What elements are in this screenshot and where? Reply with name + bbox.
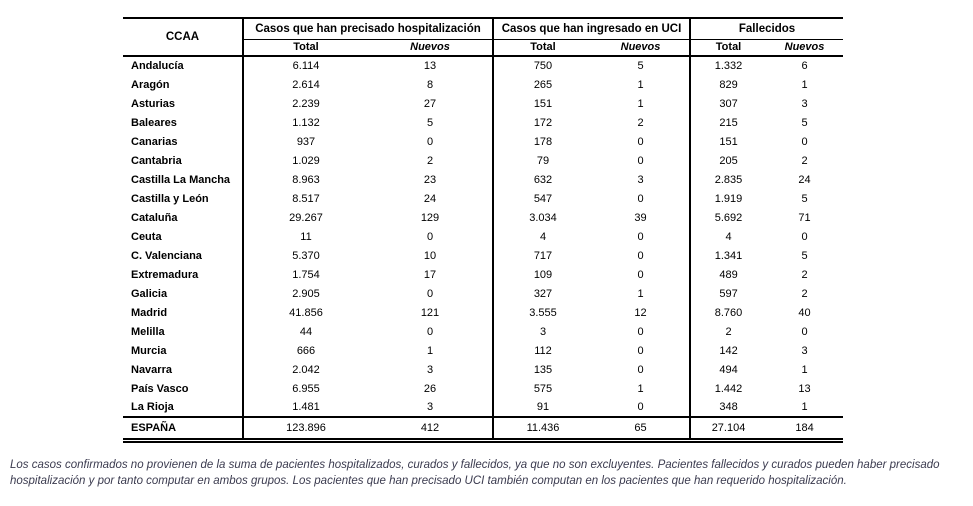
table-row <box>123 246 843 265</box>
value-cell: 26 <box>423 382 437 395</box>
value-cell: 23 <box>423 173 437 186</box>
ccaa-name-cell: Canarias <box>131 135 178 148</box>
value-cell: 750 <box>493 56 592 75</box>
value-cell: 8.760 <box>690 303 766 322</box>
ccaa-name-cell: Ceuta <box>131 230 162 243</box>
value-cell: 109 <box>493 265 592 284</box>
table-row <box>123 284 843 303</box>
espana-uci-nuevos: 65 <box>592 417 690 440</box>
value-cell: 6 <box>801 60 808 72</box>
table-row <box>123 75 843 94</box>
value-cell: 2 <box>637 116 644 129</box>
ccaa-name-cell: Navarra <box>131 363 172 376</box>
value-cell: 2 <box>801 287 808 300</box>
value-cell: 1.132 <box>243 113 368 132</box>
espana-hosp-nuevos: 412 <box>368 417 493 440</box>
value-cell: 0 <box>637 401 644 413</box>
table-row <box>123 265 843 284</box>
value-cell: 39 <box>634 211 647 224</box>
table-row <box>123 94 843 113</box>
table-row <box>123 303 843 322</box>
value-cell: 71 <box>798 211 811 224</box>
value-cell: 1.341 <box>690 246 766 265</box>
value-cell: 0 <box>637 344 644 357</box>
value-cell: 4 <box>493 227 592 246</box>
value-cell: 1 <box>637 287 644 300</box>
table-row <box>123 360 843 379</box>
value-cell: 1 <box>637 97 644 110</box>
value-cell: 2 <box>801 268 808 281</box>
value-cell: 0 <box>637 325 644 338</box>
ccaa-name-cell: Asturias <box>131 97 176 110</box>
value-cell: 1.754 <box>243 265 368 284</box>
table-row <box>123 189 843 208</box>
value-cell: 1.919 <box>690 189 766 208</box>
value-cell: 10 <box>423 249 437 262</box>
value-cell: 3 <box>426 401 434 413</box>
value-cell: 5.692 <box>690 208 766 227</box>
value-cell: 12 <box>634 306 647 319</box>
table-row <box>123 379 843 398</box>
value-cell: 1 <box>426 344 434 357</box>
uci-nuevos-header: Nuevos <box>592 39 690 56</box>
value-cell: 1.029 <box>243 151 368 170</box>
value-cell: 1.332 <box>690 56 766 75</box>
value-cell: 0 <box>426 287 434 300</box>
value-cell: 0 <box>637 230 644 243</box>
value-cell: 0 <box>801 230 808 243</box>
value-cell: 597 <box>690 284 766 303</box>
value-cell: 0 <box>637 135 644 148</box>
table-row <box>123 322 843 341</box>
table-row <box>123 56 843 75</box>
value-cell: 205 <box>690 151 766 170</box>
ccaa-name-cell: Andalucía <box>131 60 184 72</box>
table-row <box>123 208 843 227</box>
group-header-hospitalizacion: Casos que han precisado hospitalización <box>243 18 493 39</box>
value-cell: 2 <box>426 154 434 167</box>
value-cell: 129 <box>420 211 440 224</box>
table-row <box>123 341 843 360</box>
ccaa-name-cell: Extremadura <box>131 268 199 281</box>
value-cell: 0 <box>801 135 808 148</box>
value-cell: 1.481 <box>243 398 368 417</box>
value-cell: 5 <box>801 116 808 129</box>
footnote: Los casos confirmados no provienen de la suma de pacientes hospitalizados, curados y fallecidos, ya que no son excluyentes. Pacientes fallecidos y curados pueden haber precisado hospitalización y por tanto computar en ambos grupos. Los pacientes que han precisado UCI también computan en los pacientes que han requerido hospitalización. <box>10 459 940 487</box>
group-header-fallecidos: Fallecidos <box>690 18 843 39</box>
value-cell: 2.042 <box>243 360 368 379</box>
value-cell: 0 <box>637 154 644 167</box>
value-cell: 1 <box>801 363 808 376</box>
value-cell: 1 <box>637 78 644 91</box>
value-cell: 8 <box>426 78 434 91</box>
value-cell: 112 <box>493 341 592 360</box>
value-cell: 135 <box>493 360 592 379</box>
value-cell: 547 <box>493 189 592 208</box>
value-cell: 937 <box>243 132 368 151</box>
espana-fallecidos-nuevos: 184 <box>766 417 843 440</box>
value-cell: 265 <box>493 75 592 94</box>
value-cell: 17 <box>423 268 437 281</box>
ccaa-name-cell: Castilla y León <box>131 192 209 205</box>
table-row <box>123 398 843 417</box>
value-cell: 3 <box>801 344 808 357</box>
value-cell: 307 <box>690 94 766 113</box>
espana-total-row <box>123 417 843 440</box>
ccaa-name-cell: Castilla La Mancha <box>131 173 231 186</box>
ccaa-name-cell: Galicia <box>131 287 168 300</box>
value-cell: 178 <box>493 132 592 151</box>
table-row <box>123 113 843 132</box>
value-cell: 2 <box>690 322 766 341</box>
espana-label: ESPAÑA <box>123 417 243 440</box>
value-cell: 11 <box>243 227 368 246</box>
value-cell: 29.267 <box>243 208 368 227</box>
value-cell: 575 <box>493 379 592 398</box>
value-cell: 13 <box>798 382 811 395</box>
value-cell: 666 <box>243 341 368 360</box>
ccaa-name-cell: Melilla <box>131 325 165 338</box>
value-cell: 8.963 <box>243 170 368 189</box>
value-cell: 0 <box>426 230 434 243</box>
espana-uci-total: 11.436 <box>493 417 592 440</box>
value-cell: 2.614 <box>243 75 368 94</box>
value-cell: 1 <box>801 401 808 413</box>
hosp-total-header: Total <box>243 39 368 56</box>
value-cell: 24 <box>798 173 811 186</box>
group-header-uci: Casos que han ingresado en UCI <box>493 18 690 39</box>
table-header <box>123 18 843 56</box>
value-cell: 40 <box>798 306 811 319</box>
value-cell: 5 <box>637 60 644 72</box>
value-cell: 79 <box>493 151 592 170</box>
value-cell: 151 <box>690 132 766 151</box>
value-cell: 348 <box>690 398 766 417</box>
value-cell: 717 <box>493 246 592 265</box>
value-cell: 2.835 <box>690 170 766 189</box>
value-cell: 6.114 <box>243 56 368 75</box>
value-cell: 151 <box>493 94 592 113</box>
ccaa-name-cell: País Vasco <box>131 382 189 395</box>
value-cell: 3 <box>426 363 434 376</box>
value-cell: 215 <box>690 113 766 132</box>
value-cell: 5 <box>426 116 434 129</box>
espana-hosp-total: 123.896 <box>243 417 368 440</box>
hosp-nuevos-header: Nuevos <box>368 39 493 56</box>
group-header-row <box>123 18 843 39</box>
ccaa-column-header: CCAA <box>123 18 243 56</box>
value-cell: 2.905 <box>243 284 368 303</box>
value-cell: 3.555 <box>493 303 592 322</box>
value-cell: 0 <box>637 192 644 205</box>
value-cell: 327 <box>493 284 592 303</box>
ccaa-statistics-table <box>123 17 843 443</box>
value-cell: 13 <box>423 60 437 72</box>
fallecidos-nuevos-header: Nuevos <box>766 39 843 56</box>
value-cell: 44 <box>243 322 368 341</box>
value-cell: 8.517 <box>243 189 368 208</box>
value-cell: 5 <box>801 192 808 205</box>
value-cell: 2.239 <box>243 94 368 113</box>
value-cell: 2 <box>801 154 808 167</box>
value-cell: 494 <box>690 360 766 379</box>
value-cell: 5 <box>801 249 808 262</box>
value-cell: 3 <box>637 173 644 186</box>
table-row <box>123 151 843 170</box>
value-cell: 3 <box>493 322 592 341</box>
value-cell: 142 <box>690 341 766 360</box>
fallecidos-total-header: Total <box>690 39 766 56</box>
value-cell: 489 <box>690 265 766 284</box>
value-cell: 24 <box>423 192 437 205</box>
espana-fallecidos-total: 27.104 <box>690 417 766 440</box>
value-cell: 41.856 <box>243 303 368 322</box>
value-cell: 0 <box>637 268 644 281</box>
ccaa-name-cell: Aragón <box>131 78 170 91</box>
value-cell: 91 <box>493 398 592 417</box>
value-cell: 5.370 <box>243 246 368 265</box>
value-cell: 3 <box>801 97 808 110</box>
ccaa-name-cell: Cantabria <box>131 154 182 167</box>
value-cell: 632 <box>493 170 592 189</box>
value-cell: 4 <box>690 227 766 246</box>
value-cell: 1 <box>637 382 644 395</box>
ccaa-name-cell: C. Valenciana <box>131 249 202 262</box>
table-row <box>123 170 843 189</box>
table-footer <box>123 417 843 440</box>
value-cell: 0 <box>637 249 644 262</box>
ccaa-name-cell: Baleares <box>131 116 177 129</box>
ccaa-name-cell: Cataluña <box>131 211 178 224</box>
ccaa-name-cell: La Rioja <box>131 401 174 413</box>
table-row <box>123 132 843 151</box>
value-cell: 0 <box>637 363 644 376</box>
value-cell: 121 <box>420 306 440 319</box>
value-cell: 172 <box>493 113 592 132</box>
uci-total-header: Total <box>493 39 592 56</box>
value-cell: 0 <box>426 135 434 148</box>
value-cell: 0 <box>426 325 434 338</box>
table-body <box>123 56 843 417</box>
ccaa-name-cell: Murcia <box>131 344 167 357</box>
ccaa-name-cell: Madrid <box>131 306 168 319</box>
value-cell: 1.442 <box>690 379 766 398</box>
value-cell: 3.034 <box>493 208 592 227</box>
table-row <box>123 227 843 246</box>
value-cell: 27 <box>423 97 437 110</box>
value-cell: 1 <box>801 78 808 91</box>
value-cell: 6.955 <box>243 379 368 398</box>
value-cell: 0 <box>801 325 808 338</box>
value-cell: 829 <box>690 75 766 94</box>
